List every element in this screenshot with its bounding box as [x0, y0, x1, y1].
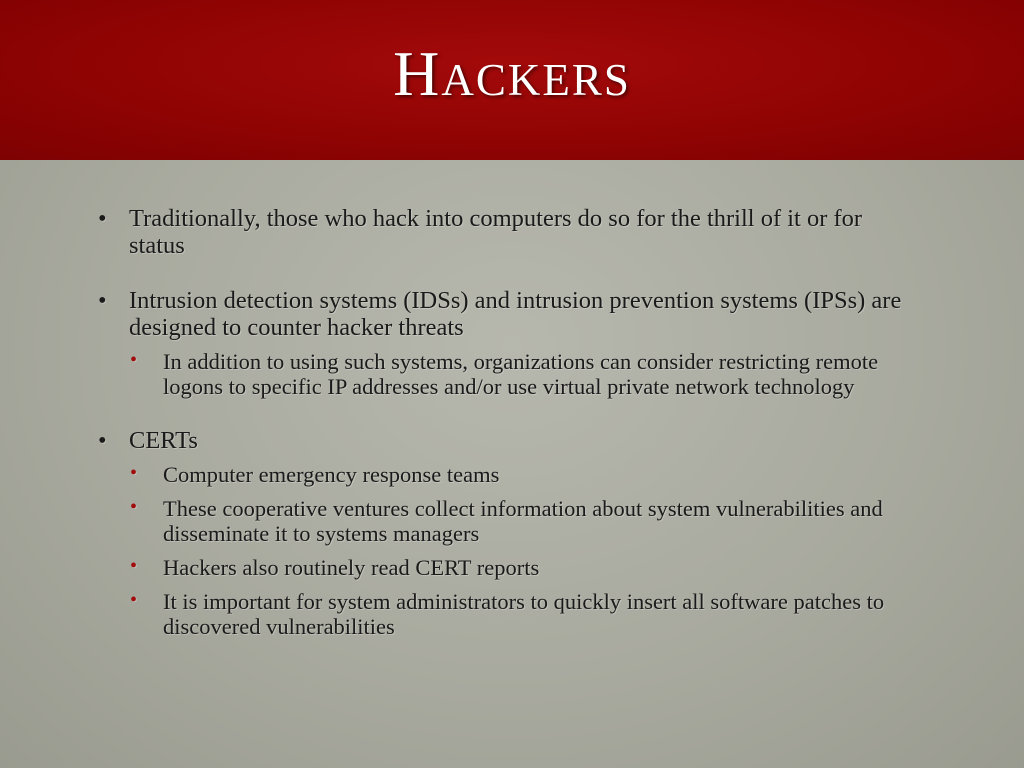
sub-bullet-dot-icon: •	[130, 349, 138, 371]
bullet-dot-icon: •	[98, 287, 107, 314]
spacer	[96, 408, 916, 427]
bullet-item	[96, 287, 916, 341]
sub-bullet-text: These cooperative ventures collect information about system vulnerabilities and disseminate it to systems managers	[163, 496, 883, 546]
sub-bullet-dot-icon: •	[130, 462, 138, 484]
sub-bullet-item	[96, 462, 916, 487]
sub-bullet-item	[96, 496, 916, 546]
sub-bullet-text: Hackers also routinely read CERT reports	[163, 555, 540, 580]
slide-content	[96, 205, 916, 648]
sub-bullet-item	[96, 589, 916, 639]
title-bar	[0, 0, 1024, 160]
bullet-item	[96, 205, 916, 259]
bullet-dot-icon: •	[98, 205, 107, 232]
sub-bullet-dot-icon: •	[130, 589, 138, 611]
sub-bullet-dot-icon: •	[130, 496, 138, 518]
sub-bullet-item	[96, 555, 916, 580]
sub-bullet-text: In addition to using such systems, organizations can consider restricting remote logons to specific IP addresses and/or use virtual private network technology	[163, 349, 879, 399]
bullet-item	[96, 427, 916, 454]
slide-title: Hackers	[393, 38, 631, 109]
sub-bullet-text: Computer emergency response teams	[163, 462, 500, 487]
sub-bullet-text: It is important for system administrators to quickly insert all software patches to discovered vulnerabilities	[163, 589, 885, 639]
bullet-text: Intrusion detection systems (IDSs) and intrusion prevention systems (IPSs) are designed to counter hacker threats	[129, 287, 902, 341]
bullet-text: Traditionally, those who hack into computers do so for the thrill of it or for status	[129, 205, 863, 259]
bullet-dot-icon: •	[98, 427, 107, 454]
sub-bullet-dot-icon: •	[130, 555, 138, 577]
bullet-text: CERTs	[129, 427, 198, 454]
sub-bullet-item	[96, 349, 916, 399]
